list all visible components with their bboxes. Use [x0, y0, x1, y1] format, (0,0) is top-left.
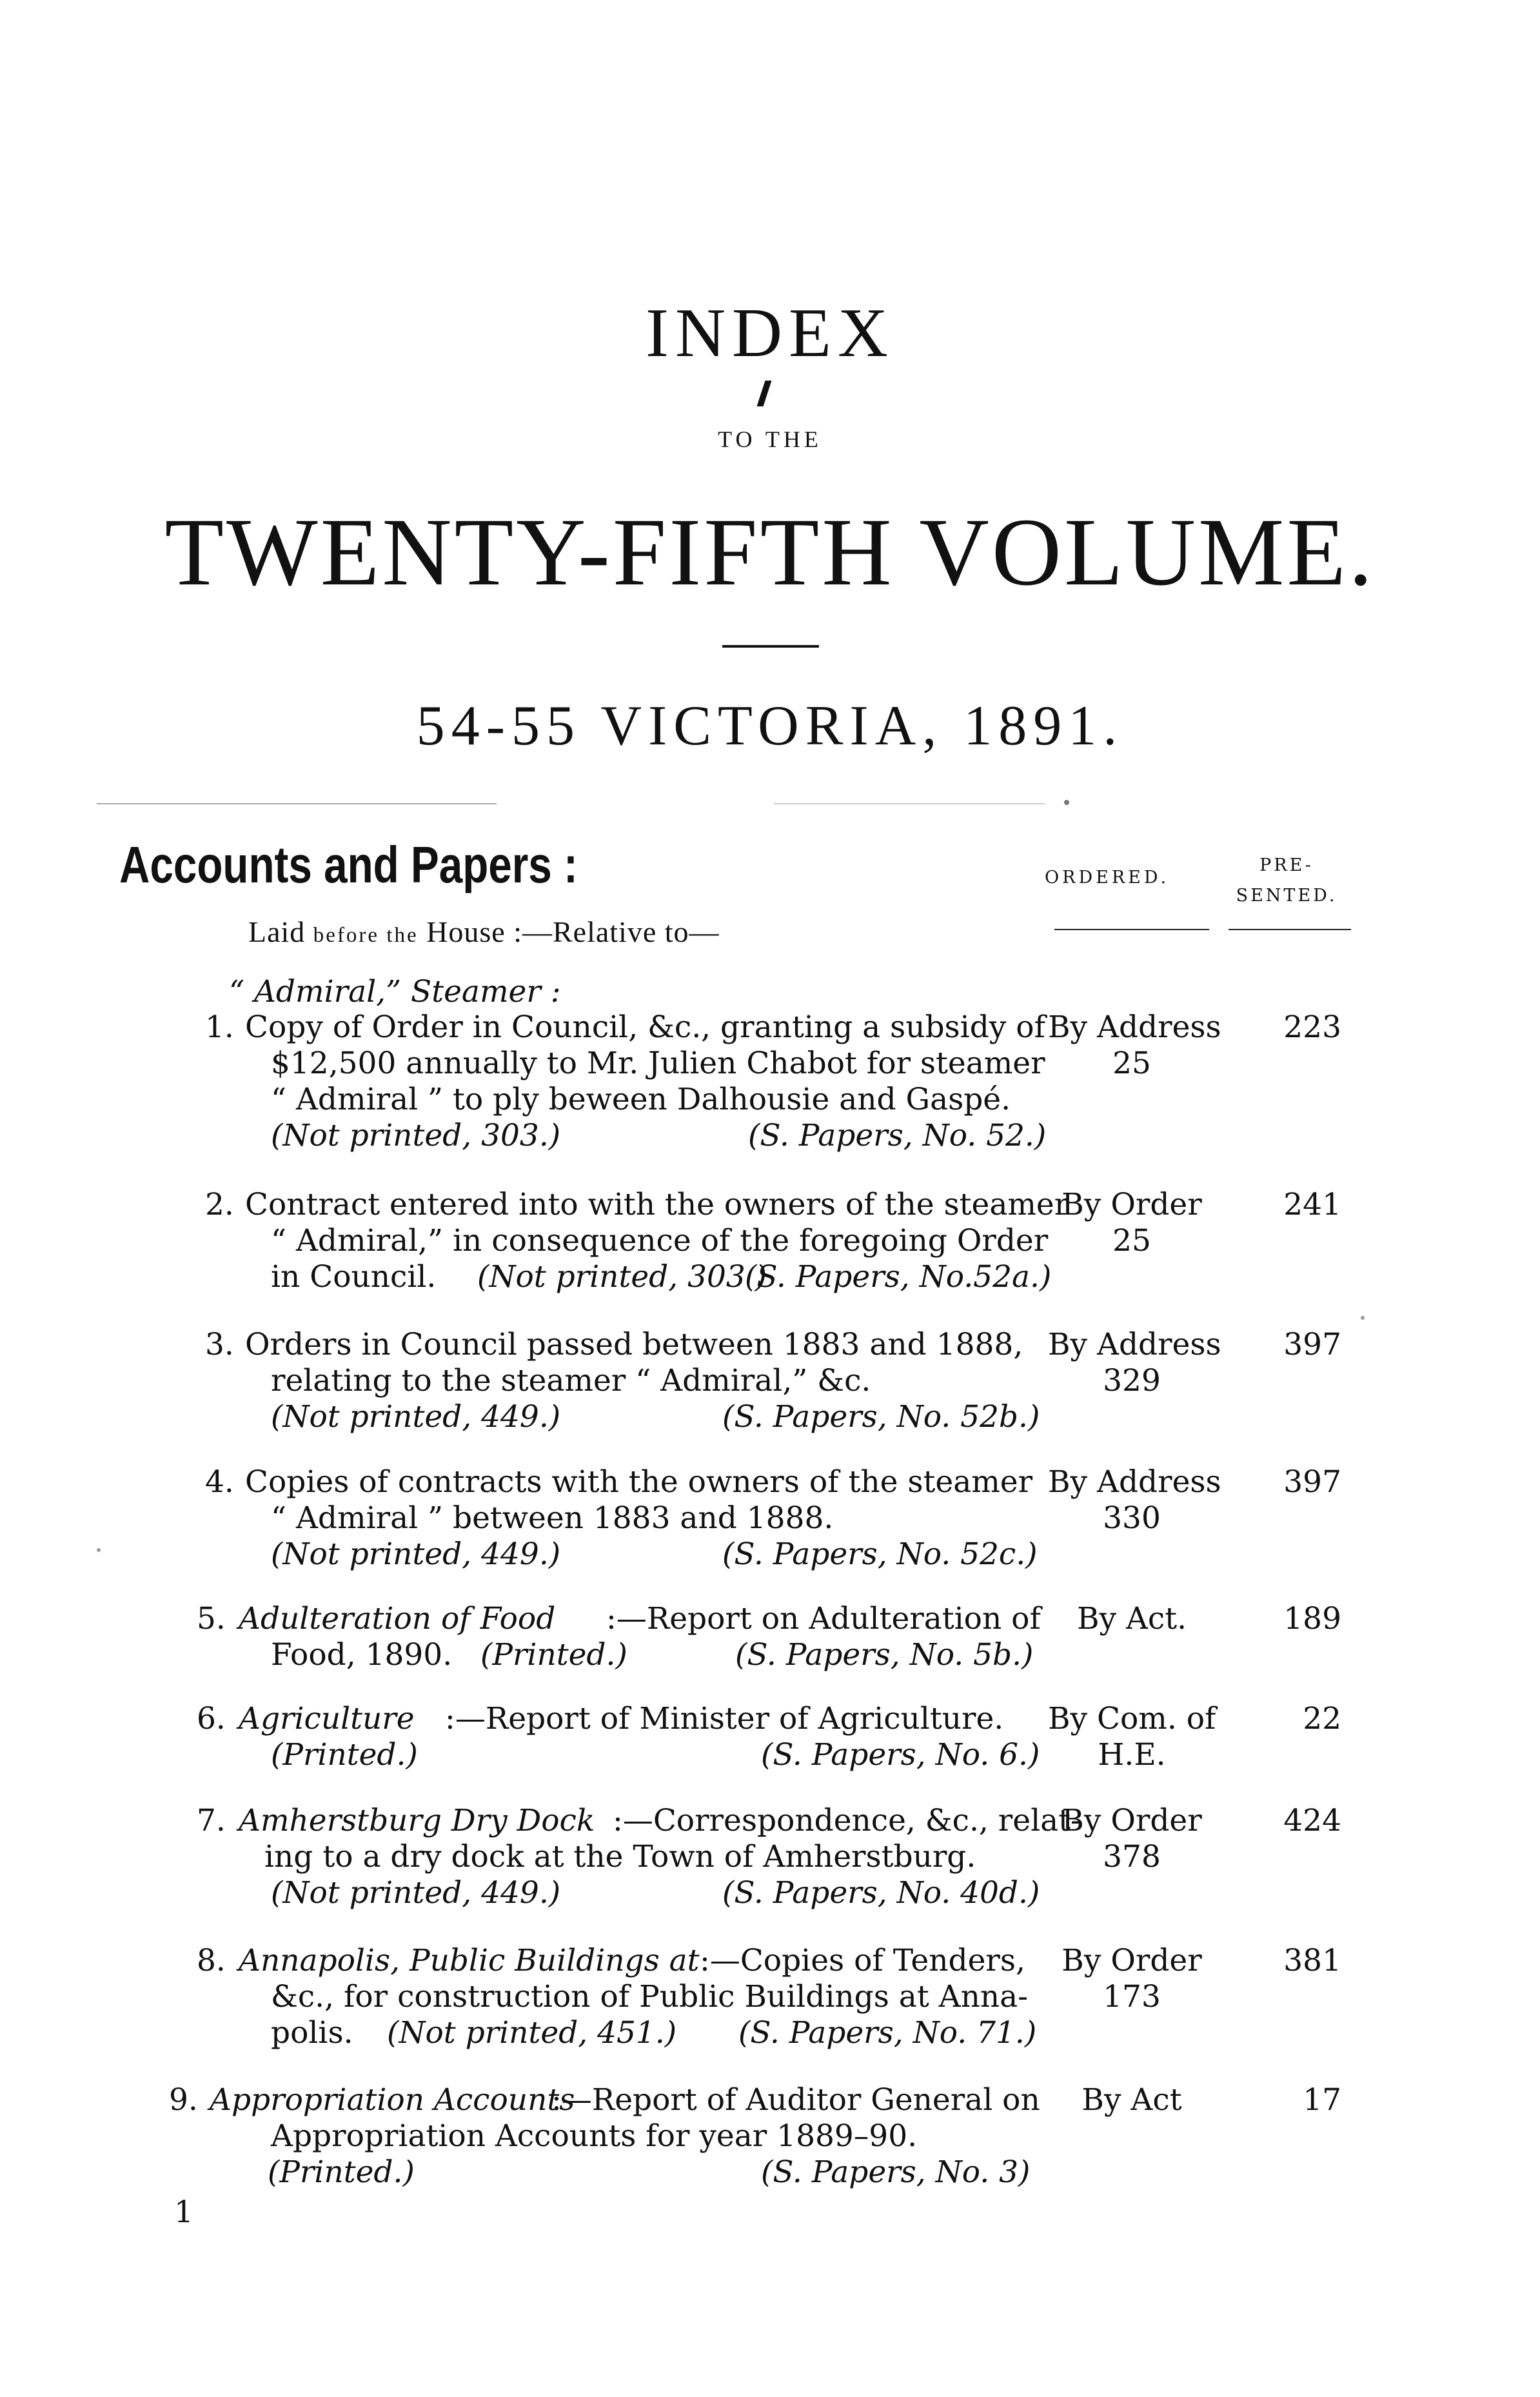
entry-number: 3.	[205, 1327, 234, 1362]
entry-title: Annapolis, Public Buildings at	[239, 1943, 700, 1978]
scan-speck	[97, 1548, 101, 1552]
entry-text: Food, 1890.	[271, 1637, 453, 1673]
ordered-by: By Act	[1081, 2082, 1182, 2118]
sessional-paper-ref: (S. Papers, No. 71.)	[738, 2015, 1037, 2051]
page-number: 1	[174, 2194, 193, 2230]
ordered-number: 378	[1103, 1839, 1161, 1875]
entry-text: polis.	[271, 2015, 353, 2051]
laid-before-the: before the	[313, 924, 419, 947]
entry-text: Copy of Order in Council, &c., granting a subsidy of	[245, 1010, 1045, 1045]
entry-title: Appropriation Accounts	[210, 2082, 575, 2118]
entry-text: ing to a dry dock at the Town of Amherstburg.	[264, 1839, 976, 1875]
column-header-presented-line1: PRE-	[1259, 855, 1314, 875]
title-rule	[722, 645, 819, 648]
ordered-number: 329	[1103, 1363, 1161, 1398]
ordered-by: By Act.	[1076, 1601, 1187, 1636]
speck	[1064, 800, 1069, 805]
subhead-admiral: “ Admiral,” Steamer :	[229, 974, 561, 1010]
entry-text: &c., for construction of Public Buildings at Anna-	[271, 1979, 1029, 2014]
entry-title: Agriculture	[239, 1701, 415, 1736]
entry-number: 5.	[197, 1601, 226, 1636]
entry-number: 1.	[205, 1010, 234, 1045]
sessional-paper-ref: (S. Papers, No. 6.)	[761, 1737, 1040, 1773]
ordered-by: By Order	[1061, 1943, 1202, 1978]
printed-ref: (Printed.)	[268, 2154, 415, 2190]
entry-text: Copies of contracts with the owners of the steamer	[245, 1464, 1033, 1500]
sessional-paper-ref: (S. Papers, No. 5b.)	[735, 1637, 1034, 1673]
sessional-paper-ref: (S. Papers, No. 52c.)	[722, 1537, 1038, 1572]
to-the-label: TO THE	[718, 426, 822, 452]
ordered-by: By Order	[1061, 1187, 1202, 1222]
entry-number: 4.	[205, 1464, 234, 1500]
ordered-by: By Order	[1061, 1803, 1202, 1838]
presented-page: 223	[1283, 1010, 1341, 1045]
ordered-number: 330	[1103, 1500, 1161, 1536]
ordered-number: 25	[1112, 1046, 1151, 1081]
not-printed-ref: (Not printed, 449.)	[271, 1875, 561, 1911]
entry-title: Adulteration of Food	[239, 1601, 556, 1636]
section-heading: Accounts and Papers :	[119, 836, 578, 893]
faint-rule-right	[774, 803, 1045, 804]
presented-page: 424	[1283, 1803, 1341, 1838]
entry-text: in Council.	[271, 1259, 437, 1295]
entry-text: relating to the steamer “ Admiral,” &c.	[271, 1363, 871, 1398]
not-printed-ref: (Not printed, 449.)	[271, 1399, 561, 1435]
laid-word: Laid	[248, 915, 306, 948]
presented-page: 22	[1303, 1701, 1341, 1736]
entry-text: Appropriation Accounts for year 1889–90.	[271, 2118, 918, 2154]
entry-number: 7.	[197, 1803, 226, 1838]
entry-number: 9.	[169, 2082, 198, 2118]
regnal-year: 54-55 VICTORIA, 1891.	[416, 695, 1124, 757]
sessional-paper-ref: (S. Papers, No. 52.)	[748, 1118, 1047, 1153]
entry-number: 8.	[197, 1943, 226, 1978]
ordered-by: By Address	[1048, 1464, 1221, 1500]
presented-page: 17	[1303, 2082, 1341, 2118]
entry-number: 6.	[197, 1701, 226, 1736]
not-printed-ref: (Not printed, 303 )	[477, 1259, 767, 1295]
ordered-by: By Address	[1048, 1327, 1221, 1362]
ordered-by: By Address	[1048, 1010, 1221, 1045]
entry-text: $12,500 annually to Mr. Julien Chabot for steamer	[271, 1046, 1045, 1081]
presented-page: 381	[1283, 1943, 1341, 1978]
presented-page: 189	[1283, 1601, 1341, 1636]
not-printed-ref: (Not printed, 449.)	[271, 1537, 561, 1572]
ordered-by: By Com. of	[1048, 1701, 1216, 1736]
ordered-number: 25	[1112, 1223, 1151, 1258]
entry-text: :—Report on Adulteration of	[606, 1601, 1041, 1636]
faint-rule-left	[97, 803, 497, 804]
column-header-presented-line2: SENTED.	[1236, 886, 1338, 906]
entry-text: :—Report of Auditor General on	[551, 2082, 1040, 2118]
printed-ref: (Printed.)	[480, 1637, 627, 1673]
sessional-paper-ref: (S. Papers, No.52a.)	[745, 1259, 1052, 1295]
scan-speck	[1361, 1316, 1365, 1320]
sessional-paper-ref: (S. Papers, No. 40d.)	[722, 1875, 1040, 1911]
volume-title: TWENTY-FIFTH VOLUME.	[164, 499, 1376, 606]
sessional-paper-ref: (S. Papers, No. 52b.)	[722, 1399, 1040, 1435]
laid-relative: :—Relative to—	[513, 915, 720, 948]
sessional-paper-ref: (S. Papers, No. 3)	[761, 2154, 1031, 2190]
entry-text: “ Admiral ” between 1883 and 1888.	[271, 1500, 834, 1536]
printed-ref: (Printed.)	[271, 1737, 418, 1773]
entry-text: :—Correspondence, &c., relat-	[613, 1803, 1081, 1838]
laid-house: House	[426, 915, 506, 948]
entry-text: :—Copies of Tenders,	[700, 1943, 1025, 1978]
entry-text: Contract entered into with the owners of the steamer	[245, 1187, 1069, 1222]
entry-number: 2.	[205, 1187, 234, 1222]
column-header-presented	[1222, 850, 1351, 911]
not-printed-ref: (Not printed, 303.)	[271, 1118, 561, 1153]
presented-page: 241	[1283, 1187, 1341, 1222]
presented-page: 397	[1283, 1327, 1341, 1362]
ordered-column-rule	[1054, 929, 1209, 930]
not-printed-ref: (Not printed, 451.)	[387, 2015, 677, 2051]
laid-before-line	[248, 915, 720, 949]
entry-text: “ Admiral ” to ply beween Dalhousie and Gaspé.	[271, 1082, 1011, 1117]
entry-text: :—Report of Minister of Agriculture.	[445, 1701, 1004, 1736]
ink-mark	[757, 381, 772, 406]
entry-title: Amherstburg Dry Dock	[239, 1803, 595, 1838]
presented-page: 397	[1283, 1464, 1341, 1500]
entry-text: Orders in Council passed between 1883 and 1888,	[245, 1327, 1023, 1362]
index-title: INDEX	[646, 295, 894, 372]
ordered-number: 173	[1103, 1979, 1161, 2014]
presented-column-rule	[1229, 929, 1351, 930]
entry-text: “ Admiral,” in consequence of the foregoing Order	[271, 1223, 1049, 1258]
column-header-ordered: ORDERED.	[1045, 868, 1170, 888]
ordered-number: H.E.	[1098, 1737, 1166, 1773]
